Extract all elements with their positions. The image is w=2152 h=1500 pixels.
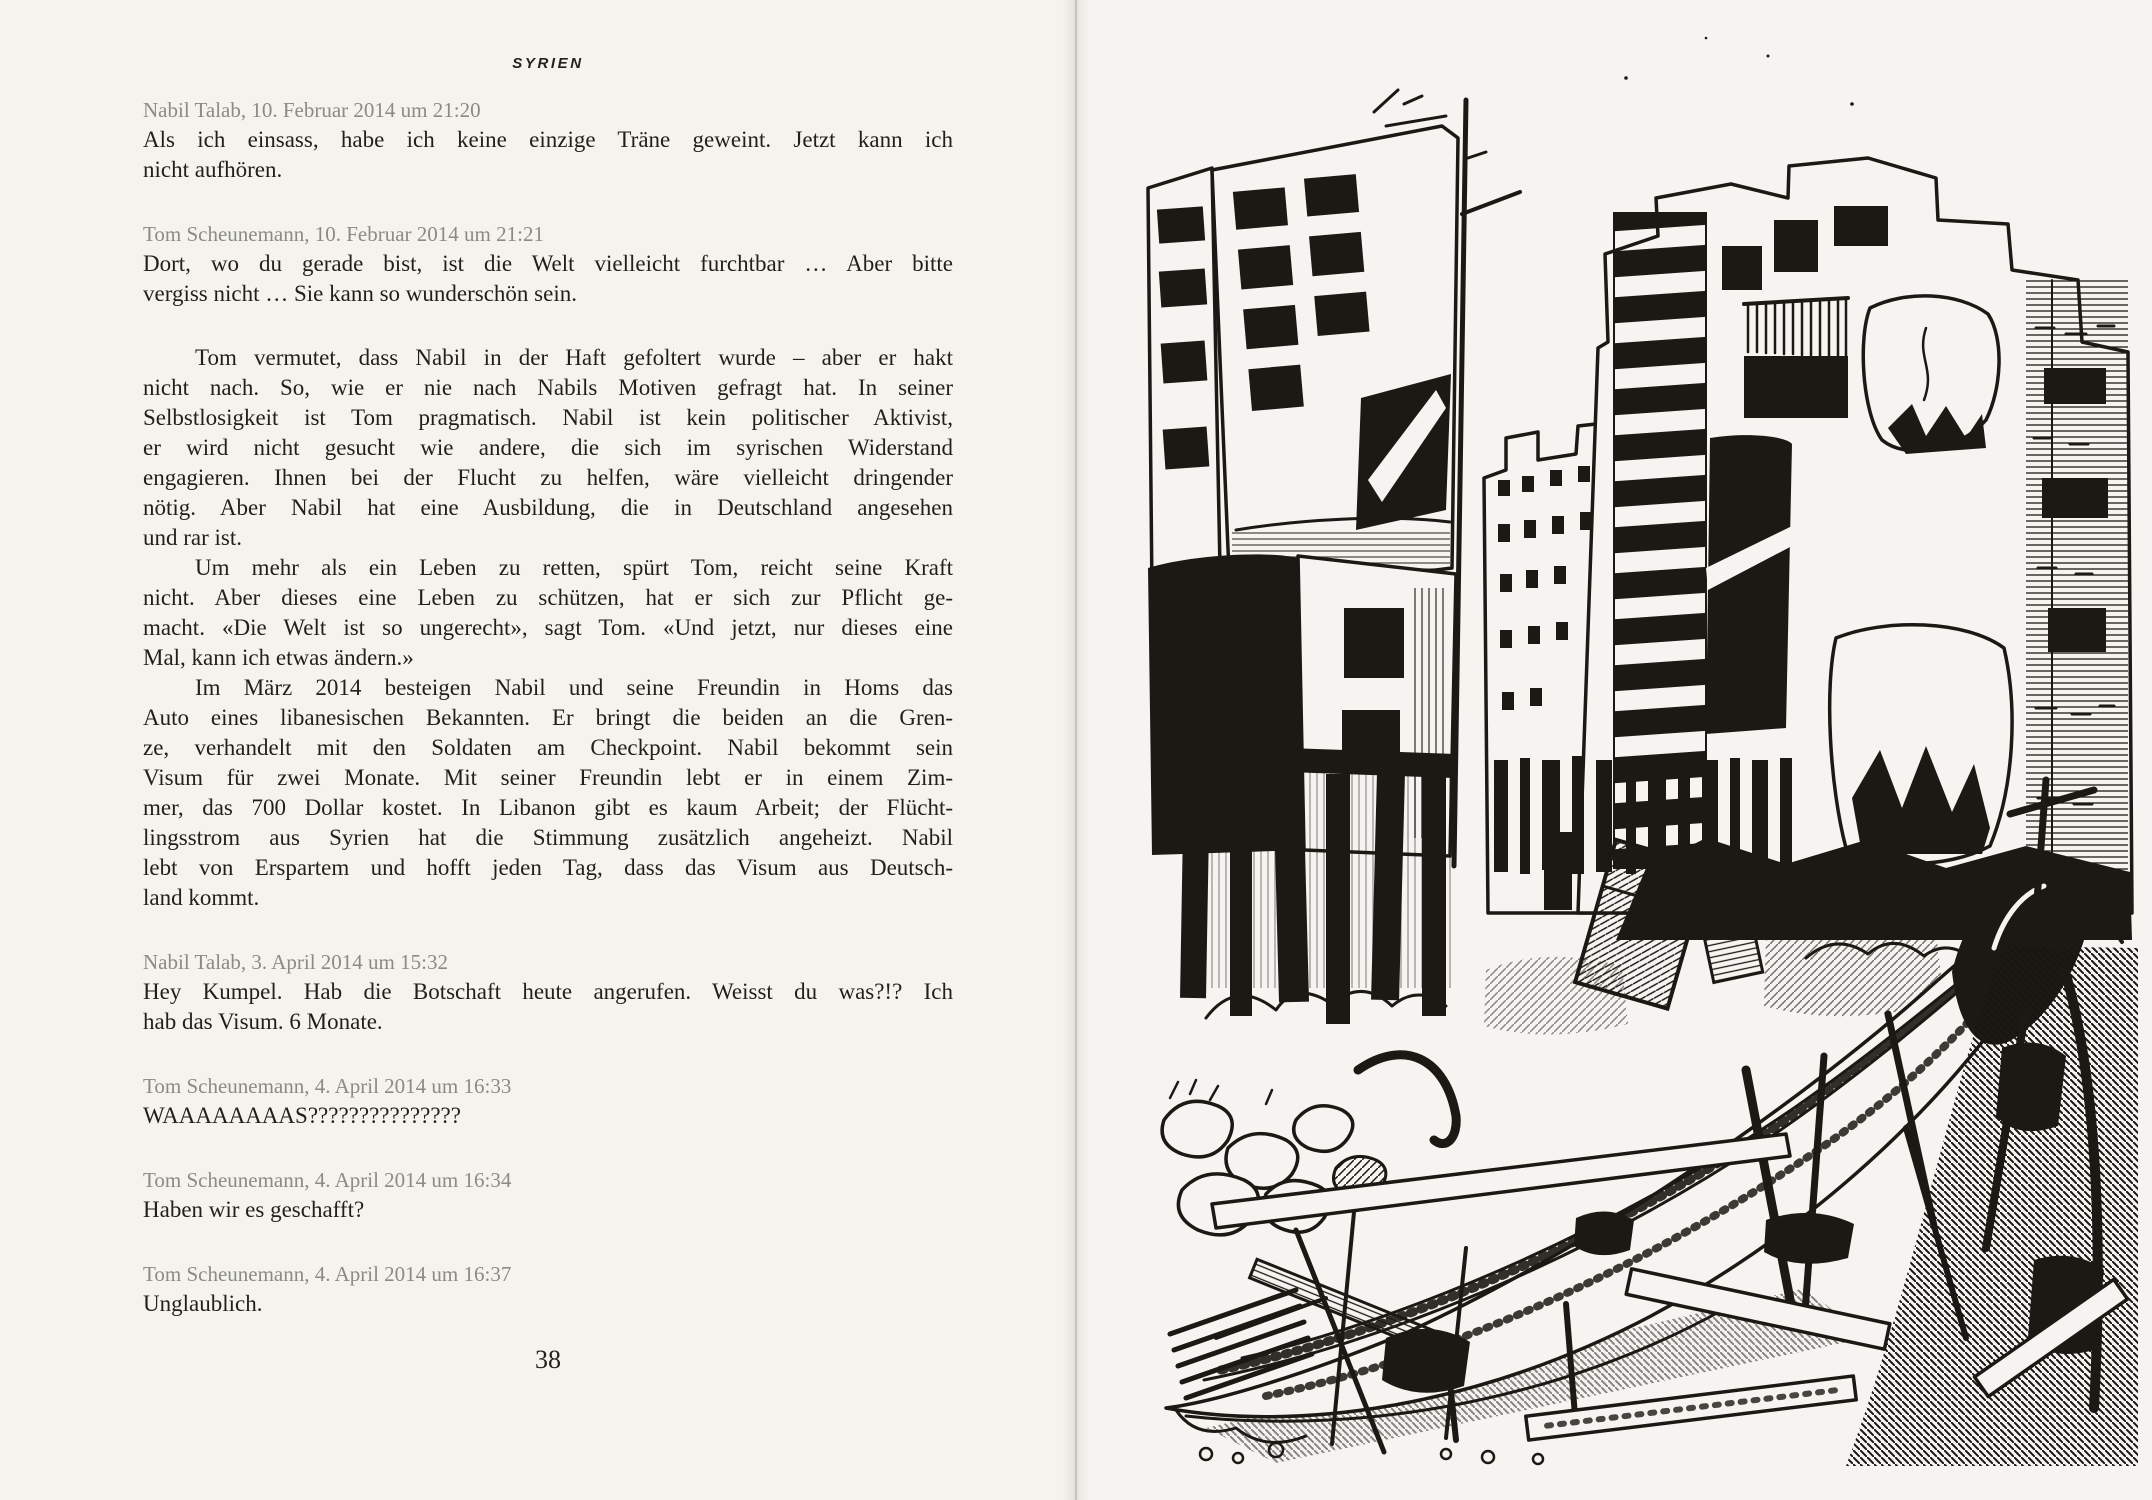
message-meta: Tom Scheunemann, 10. Februar 2014 um 21:21 <box>143 222 544 246</box>
message-meta: Tom Scheunemann, 4. April 2014 um 16:33 <box>143 1074 512 1098</box>
text-line: lingsstrom aus Syrien hat die Stimmung zusätzlich angeheizt. Nabil <box>143 825 953 850</box>
text-line: ze, verhandelt mit den Soldaten am Checkpoint. Nabil bekommt sein <box>143 735 953 760</box>
narrative-paragraph <box>143 673 953 913</box>
text-line: vergiss nicht … Sie kann so wunderschön sein. <box>143 281 577 306</box>
text-line: hab das Visum. 6 Monate. <box>143 1009 383 1034</box>
page-number: 38 <box>535 1345 561 1374</box>
text-line: macht. «Die Welt ist so ungerecht», sagt Tom. «Und jetzt, nur dieses eine <box>143 615 953 640</box>
message-meta: Tom Scheunemann, 4. April 2014 um 16:34 <box>143 1168 512 1192</box>
sky-specks <box>1624 37 1854 106</box>
text-line: Tom vermutet, dass Nabil in der Haft gefoltert wurde – aber er hakt <box>195 345 953 370</box>
ruins-boat-illustration <box>1146 8 2138 1466</box>
chat-message <box>143 95 953 185</box>
message-meta: Tom Scheunemann, 4. April 2014 um 16:37 <box>143 1262 512 1286</box>
chat-message <box>143 219 953 309</box>
chat-message <box>143 947 953 1037</box>
text-line: Im März 2014 besteigen Nabil und seine Freundin in Homs das <box>195 675 953 700</box>
text-line: Dort, wo du gerade bist, ist die Welt vielleicht furchtbar … Aber bitte <box>143 251 953 276</box>
text-line: Selbstlosigkeit ist Tom pragmatisch. Nabil ist kein politischer Aktivist, <box>143 405 953 430</box>
left-building <box>1148 90 1458 856</box>
text-line: lebt von Erspartem und hofft jeden Tag, dass das Visum aus Deutsch- <box>143 855 953 880</box>
text-line: Um mehr als ein Leben zu retten, spürt Tom, reicht seine Kraft <box>195 555 953 580</box>
chat-message <box>143 1259 953 1319</box>
text-line: nicht nach. So, wie er nie nach Nabils Motiven gefragt hat. In seiner <box>143 375 953 400</box>
text-line: Mal, kann ich etwas ändern.» <box>143 645 414 670</box>
text-line: nicht aufhören. <box>143 157 283 182</box>
text-line: Unglaublich. <box>143 1291 263 1316</box>
text-line: er wird nicht gesucht wie andere, die sich im syrischen Widerstand <box>143 435 953 460</box>
text-line: Haben wir es geschafft? <box>143 1197 365 1222</box>
spine-gutter-line <box>1075 0 1077 1500</box>
right-page <box>1076 0 2152 1500</box>
chat-message <box>143 1165 953 1225</box>
chat-message <box>143 1071 953 1131</box>
message-meta: Nabil Talab, 3. April 2014 um 15:32 <box>143 950 448 974</box>
narrative-paragraph <box>143 553 953 673</box>
text-blocks <box>143 95 953 1319</box>
text-column <box>143 0 953 1375</box>
narrative-paragraph <box>143 343 953 553</box>
text-line: engagieren. Ihnen bei der Flucht zu helfen, wäre vielleicht dringender <box>143 465 953 490</box>
message-meta: Nabil Talab, 10. Februar 2014 um 21:20 <box>143 98 481 122</box>
text-line: Als ich einsass, habe ich keine einzige Träne geweint. Jetzt kann ich <box>143 127 953 152</box>
text-line: Hey Kumpel. Hab die Botschaft heute angerufen. Weisst du was?!? Ich <box>143 979 953 1004</box>
text-line: nötig. Aber Nabil hat eine Ausbildung, die in Deutschland angesehen <box>143 495 953 520</box>
text-line: Visum für zwei Monate. Mit seiner Freundin lebt er in einem Zim- <box>143 765 953 790</box>
text-line: Auto eines libanesischen Bekannten. Er bringt die beiden an die Gren- <box>143 705 953 730</box>
text-line: nicht. Aber dieses eine Leben zu schützen, hat er sich zur Pflicht ge- <box>143 585 953 610</box>
text-line: land kommt. <box>143 885 260 910</box>
text-line: und rar ist. <box>143 525 243 550</box>
running-header: SYRIEN <box>512 55 584 72</box>
text-line: WAAAAAAAAS??????????????? <box>143 1103 461 1128</box>
text-line: mer, das 700 Dollar kostet. In Libanon gibt es kaum Arbeit; der Flücht- <box>143 795 953 820</box>
